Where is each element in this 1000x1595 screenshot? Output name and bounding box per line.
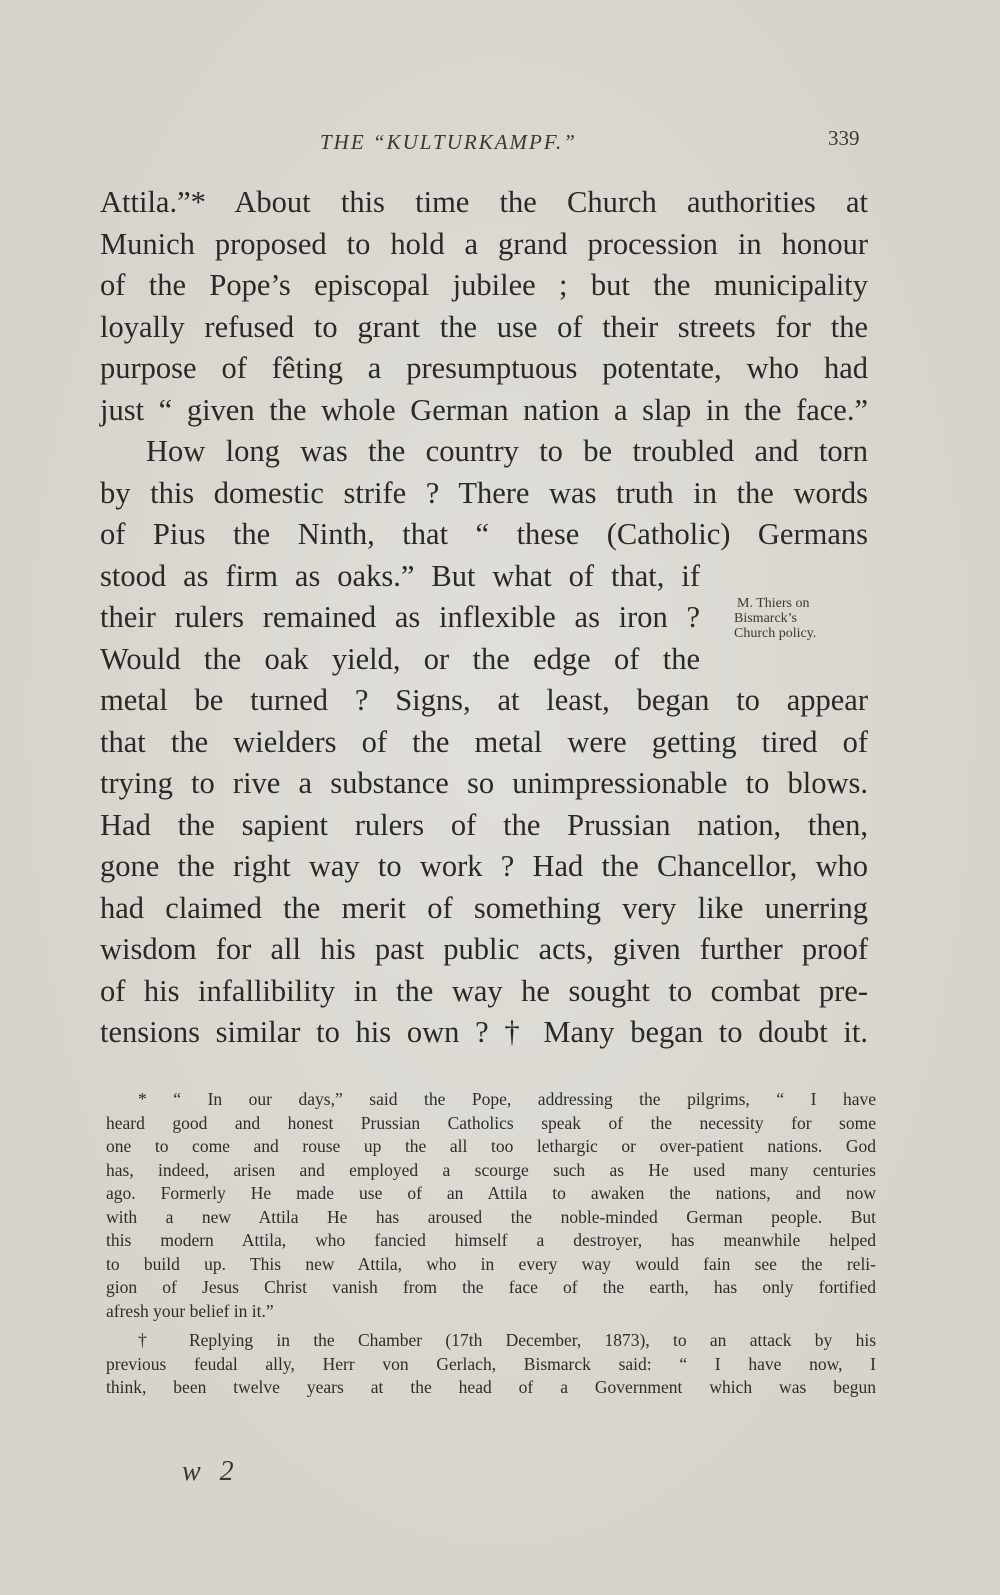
text-line: trying to rive a substance so unimpressionable to blows. xyxy=(100,766,868,800)
text-line: had claimed the merit of something very like unerring xyxy=(100,890,868,925)
text-line: stood as firm as oaks.” But what of that, if xyxy=(100,558,700,593)
text-line: wisdom for all his past public acts, given further proof xyxy=(100,932,868,966)
footnotes-block xyxy=(106,1088,876,1400)
footnote-line: with a new Attila He has aroused the noble-minded German people. But xyxy=(106,1206,876,1227)
margin-note-line: Church policy. xyxy=(734,626,817,641)
footnote-line: previous feudal ally, Herr von Gerlach, Bismarck said: “ I have now, I xyxy=(106,1353,876,1374)
text-line: tensions similar to his own ? † Many began to doubt it. xyxy=(100,1015,868,1049)
text-line: by this domestic strife ? There was truth in the words xyxy=(100,475,868,510)
text-line: just “ given the whole German nation a slap in the face.” xyxy=(100,392,868,427)
footnote-line: † Replying in the Chamber (17th December, 1873), to an attack by his xyxy=(138,1330,876,1350)
margin-note xyxy=(734,596,884,641)
footnote-line: think, been twelve years at the head of a Government which was begun xyxy=(106,1377,876,1397)
page-number: 339 xyxy=(828,126,860,150)
footnote-line: one to come and rouse up the all too lethargic or over-patient nations. God xyxy=(106,1136,876,1156)
text-line: purpose of fêting a presumptuous potentate, who had xyxy=(100,351,868,385)
footnote-line: this modern Attila, who fancied himself a destroyer, has meanwhile helped xyxy=(106,1230,876,1250)
footnote-line: to build up. This new Attila, who in every way would fain see the reli- xyxy=(106,1253,876,1274)
signature-mark: w 2 xyxy=(182,1456,240,1487)
margin-note-line: M. Thiers on xyxy=(737,596,810,611)
margin-note-line: Bismarck’s xyxy=(734,611,797,626)
text-line: Munich proposed to hold a grand procession in honour xyxy=(100,226,868,261)
text-line: of Pius the Ninth, that “ these (Catholic) Germans xyxy=(100,517,868,551)
text-line: loyally refused to grant the use of their streets for the xyxy=(100,309,868,344)
running-title: THE “KULTURKAMPF.” xyxy=(320,130,577,154)
text-line: of his infallibility in the way he sought to combat pre- xyxy=(100,973,868,1008)
text-line: of the Pope’s episcopal jubilee ; but the municipality xyxy=(100,268,868,302)
text-line: gone the right way to work ? Had the Chancellor, who xyxy=(100,849,868,883)
text-line: Had the sapient rulers of the Prussian nation, then, xyxy=(100,807,868,842)
footnote-line: afresh your belief in it.” xyxy=(106,1300,274,1321)
text-line: Attila.”* About this time the Church authorities at xyxy=(100,185,868,219)
footnote-line: * “ In our days,” said the Pope, addressing the pilgrims, “ I have xyxy=(138,1089,876,1109)
text-line: metal be turned ? Signs, at least, began to appear xyxy=(100,683,868,717)
text-line: that the wielders of the metal were getting tired of xyxy=(100,724,868,759)
footnote-line: heard good and honest Prussian Catholics speak of the necessity for some xyxy=(106,1112,876,1133)
text-line: How long was the country to be troubled and torn xyxy=(146,434,868,468)
text-line: Would the oak yield, or the edge of the xyxy=(100,641,700,676)
footnote-line: ago. Formerly He made use of an Attila to awaken the nations, and now xyxy=(106,1183,876,1203)
footnote-line: gion of Jesus Christ vanish from the face of the earth, has only fortified xyxy=(106,1277,876,1297)
text-line: their rulers remained as inflexible as iron ? xyxy=(100,600,700,634)
footnote-line: has, indeed, arisen and employed a scourge such as He used many centuries xyxy=(106,1159,876,1180)
